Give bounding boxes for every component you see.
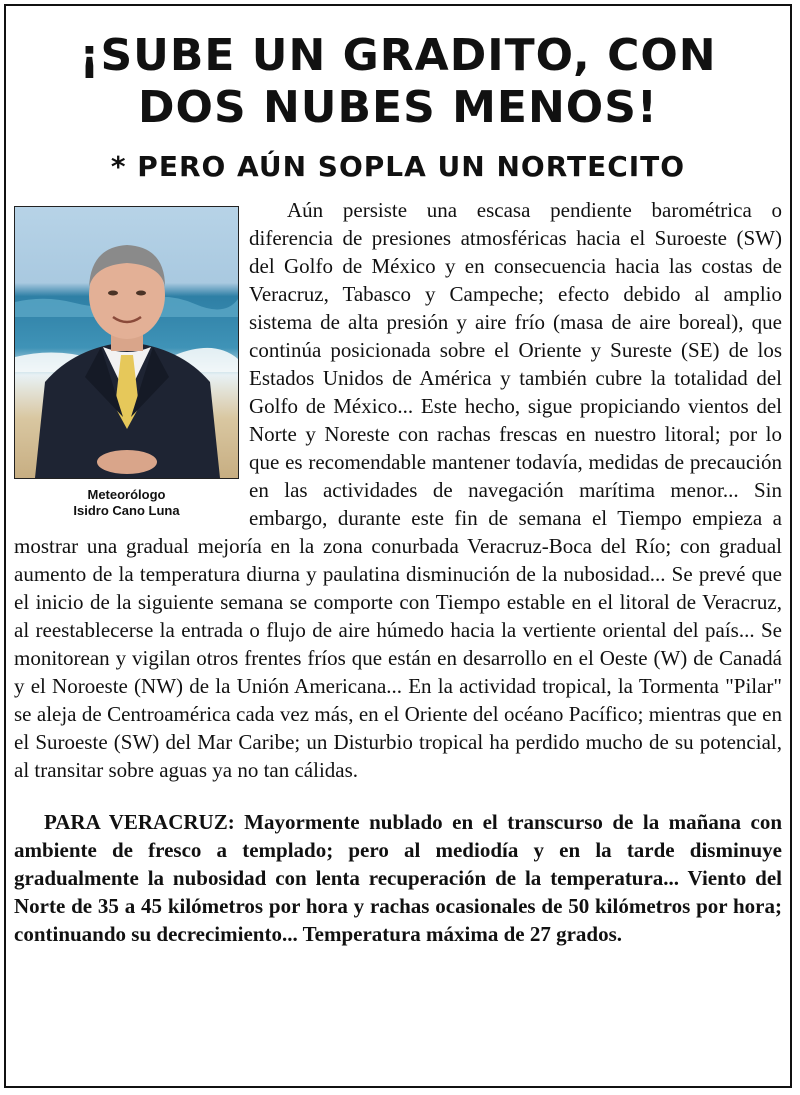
caption-line-2: Isidro Cano Luna — [73, 503, 180, 518]
caption-line-1: Meteorólogo — [87, 487, 166, 502]
portrait-illustration — [15, 207, 238, 478]
headline-line-1: ¡SUBE UN GRADITO, CON — [79, 30, 717, 81]
subheadline: * PERO AÚN SOPLA UN NORTECITO — [110, 150, 686, 183]
photo-caption — [14, 487, 239, 519]
article-frame — [4, 4, 792, 1088]
forecast-text: PARA VERACRUZ: Mayormente nublado en el transcurso de la mañana con ambiente de fresco a templado; pero al mediodía y en la tarde disminuye gradualmente la nubosidad con lenta recuperación de la temperatura... Viento del Norte de 35 a 45 kilómetros por hora y rachas ocasionales de 50 kilómetros por hora; continuando su decrecimiento... Temperatura máxima de 27 grados. — [14, 810, 782, 946]
forecast-paragraph — [14, 808, 782, 948]
author-photo-block — [14, 206, 239, 519]
author-photo — [14, 206, 239, 479]
body-text: Aún persiste una escasa pendiente barométrica o diferencia de presiones atmosféricas hacia el Suroeste (SW) del Golfo de México y en consecuencia hacia las costas de Veracruz, Tabasco y Campeche; efecto debido al amplio sistema de alta presión y aire frío (masa de aire boreal), que continúa posicionada sobre el Oriente y Sureste (SE) de los Estados Unidos de América y también cubre la totalidad del Golfo de México... Este hecho, sigue propiciando vientos del Norte y Noreste con rachas frescas en nuestro litoral; por lo que es recomendable mantener todavía, medidas de precaución en las actividades de navegación marítima menor... Sin embargo, durante este fin de semana el Tiempo empieza a mostrar una gradual mejoría en la zona conurbada Veracruz-Boca del Río; con gradual aumento de la temperatura diurna y paulatina disminución de la nubosidad... Se prevé que el inicio de la siguiente semana se comporte con Tiempo estable en el litoral de Veracruz, al reestablecerse la entrada o flujo de aire húmedo hacia la vertiente oriental del país... Se monitorean y vigilan otros frentes fríos que están en desarrollo en el Oeste (W) de Canadá y el Noroeste (NW) de la Unión Americana... En la actividad tropical, la Tormenta "Pilar" se aleja de Centroamérica cada vez más, en el Oriente del océano Pacífico; mientras que en el Suroeste (SW) del Mar Caribe; un Disturbio tropical ha perdido mucho de su potencial, al transitar sobre aguas ya no tan cálidas. — [14, 198, 782, 782]
headline — [6, 30, 790, 134]
headline-line-2: DOS NUBES MENOS! — [138, 82, 658, 133]
article-body — [14, 196, 782, 948]
